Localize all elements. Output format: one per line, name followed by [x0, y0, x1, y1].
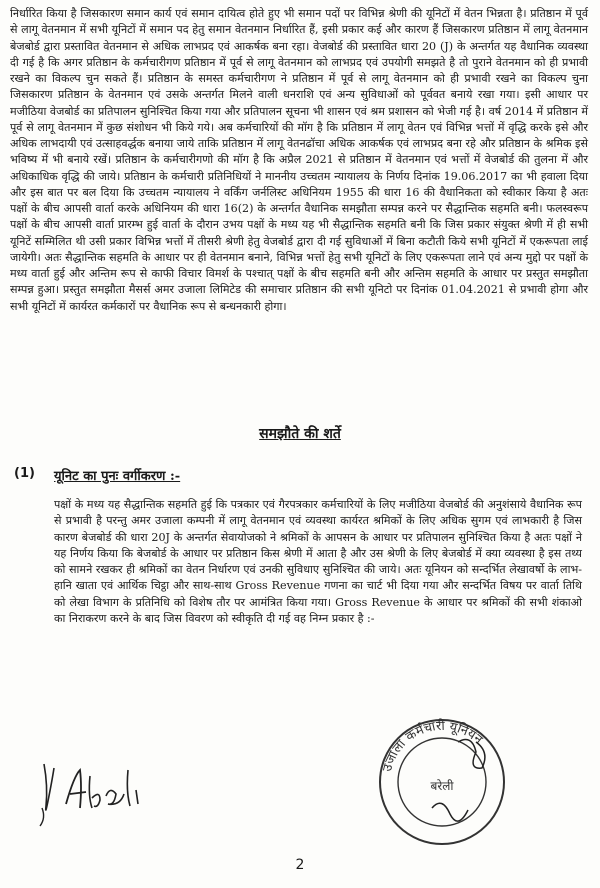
section-heading: समझौते की शर्ते: [259, 426, 341, 442]
clause-paragraph: पक्षों के मध्य यह सैद्धान्तिक सहमति हुई कि पत्रकार एवं गैरपत्रकार कर्मचारियों के लिए मजीठिया वेजबोर्ड की अनुशंसाये वैधानिक रूप से प्रभावी है परन्तु अमर उजाला कम्पनी में लागू वेतनमान एवं व्यवस्था कार्यरत श्रमिकों के लिए अधिक सुगम एवं लाभकारी है जिस कारण बेजबोर्ड की धारा 20J के अन्तर्गत सेवायोजको ने श्रमिकों के आपसन के आधार पर प्रतिपालन सुनिश्चित किया है अतः पक्षों ने यह निर्णय किया कि बेजबोर्ड के आधार पर प्रतिष्ठान किस श्रेणी में आता है और उस श्रेणी के लिए बेजबोर्ड में क्या व्यवस्था है इस तथ्य को सामने रखकर ही श्रमिकों का वेतन निर्धारण एवं उनकी सुविधाए सुनिश्चित की जाये। अतः यूनियन को सन्दर्भित लेखावर्षो के लाभ-हानि खाता एवं आर्थिक चिट्ठा और साथ-साथ Gross Revenue गणना का चार्ट भी दिया गया और सन्दर्भित विषय पर वार्ता तिथि को लेखा विभाग के प्रतिनिधि को विशेष तौर पर आमंत्रित किया गया। Gross Revenue के आधार पर श्रमिकों की सभी शंकाओ का निराकरण करने के बाद जिस विवरण को स्वीकृति दी गई वह निम्न प्रकार है :-: [54, 498, 583, 626]
svg-text:उजाला कर्मचारी यूनियन: उजाला कर्मचारी यूनियन: [380, 718, 486, 774]
page-number: 2: [295, 857, 305, 873]
clause-number: (1): [14, 466, 35, 481]
intro-paragraph: निर्धारित किया है जिसकारण समान कार्य एवं समान दायित्व होते हुए भी समान पदों पर विभिन्न श्रेणी की यूनिटों में वेतन भिन्नता है। प्रतिष्ठान में पूर्व से लागू वेतनमान में सभी यूनिटों में समान पद हेतु समान वेतनमान निर्धारित हैं, इसी प्रकार कई और कारण हैं जिसकारण प्रतिष्ठान में लागू वेतनमान बेजबोर्ड द्वारा प्रस्तावित वेतनमान से अधिक लाभप्रद एवं आकर्षक बना रहा। वेजबोर्ड की प्रस्तावित धारा 20 (J) के अन्तर्गत यह वैधानिक व्यवस्था दी गई है कि अगर प्रतिष्ठान के कर्मचारीगण प्रतिष्ठान में पूर्व से लागू वेतनमान को लाभप्रद एवं उपयोगी समझते है तो पुराने वेतनमान को ही प्रभावी रखने का विकल्प चुन सकते हैं। प्रतिष्ठान के समस्त कर्मचारीगण ने प्रतिष्ठान में पूर्व से लागू वेतनमान को ही प्रभावी रखने का विकल्प चुना जिसकारण प्रतिष्ठान के वेतनमान एवं उसके अन्तर्गत मिलने वाली धनराशि एवं अन्य सुविधाओं को पूर्ववत बनाये रखा गया। इसी आधार पर मजीठिया वेजबोर्ड का प्रतिपालन सुनिश्चित किया गया और प्रतिपालन सूचना भी शासन एवं श्रम प्रशासन को भेजी गई है। वर्ष 2014 में प्रतिष्ठान में पूर्व से लागू वेतनमान में कुछ संशोधन भी किये गये। अब कर्मचारियों की मॉग है कि प्रतिष्ठान में लागू वेतन एवं विभिन्न भत्तों में वृद्धि करके इसे और अधिक लाभदायी एवं उत्साहवर्द्धक बनाया जाये ताकि प्रतिष्ठान में लागू वेतनढॉचा अधिक आकर्षक एवं लाभप्रद बना रहे और प्रतिष्ठान के श्रमिक इसे भविष्य में भी बनाये रखें। प्रतिष्ठान के कर्मचारीगणो की मॉग है कि अप्रैल 2021 से प्रतिष्ठान में वेतनमान एवं भत्तों में वेजबोर्ड की तुलना में और अधिकाधिक वृद्धि की जाये। प्रतिष्ठान के कर्मचारी प्रतिनिधियों ने माननीय उच्चतम न्यायालय के निर्णय दिनांक 19.06.2017 का भी हवाला दिया और इस बात पर बल दिया कि उच्चतम न्यायालय ने वर्किंग जर्नलिस्ट अधिनियम 1955 की धारा 16 की वैधानिकता को स्वीकार किया है अतः पक्षों के बीच आपसी वार्ता करके अधिनियम की धारा 16(2) के अन्तर्गत वैधानिक समझौता सम्पन्न करने पर सैद्धान्तिक सहमति बनी। फलस्वरूप पक्षों के बीच आपसी वार्ता प्रारम्भ हुई वार्ता के दौरान उभय पक्षों के मध्य यह भी सैद्धान्तिक सहमति बनी कि जिस प्रकार संयुक्त श्रेणी में ही सभी यूनिटें सम्मिलित थी उसी प्रकार विभिन्न भत्तों में तीसरी श्रेणी हेतु वेजबोर्ड द्वारा दी गई सुविधाओं में बिना कटौती किये सभी यूनिटों में एकरूपता लाई जायेगी। अतः सैद्धान्तिक सहमति के आधार पर ही वेतनमान बनाने, विभिन्न भत्तों हेतु सभी यूनिटों के लिए एकरूपता लाने एवं अन्य मुद्दो पर पक्षों के मध्य वार्ता हुई और अन्तिम रूप से काफी विचार विमर्श के पश्चात् पक्षों के बीच सहमति बनी और अन्तिम सहमति के आधार पर प्रस्तुत समझौता सम्पन्न हुआ। प्रस्तुत समझौता मैसर्स अमर उजाला लिमिटेड की समाचार प्रतिष्ठान की सभी यूनिटो पर दिनांक 01.04.2021 से प्रभावी होगा और सभी यूनिटों में कार्यरत कर्मकारों पर वैधानिक रूप से बन्धनकारी होगा।: [10, 7, 588, 313]
clause-title: यूनिट का पुनः वर्गीकरण :-: [54, 469, 181, 484]
svg-text:बरेली: बरेली: [430, 779, 454, 793]
organization-stamp: [372, 712, 512, 852]
handwritten-signature: [34, 746, 184, 846]
